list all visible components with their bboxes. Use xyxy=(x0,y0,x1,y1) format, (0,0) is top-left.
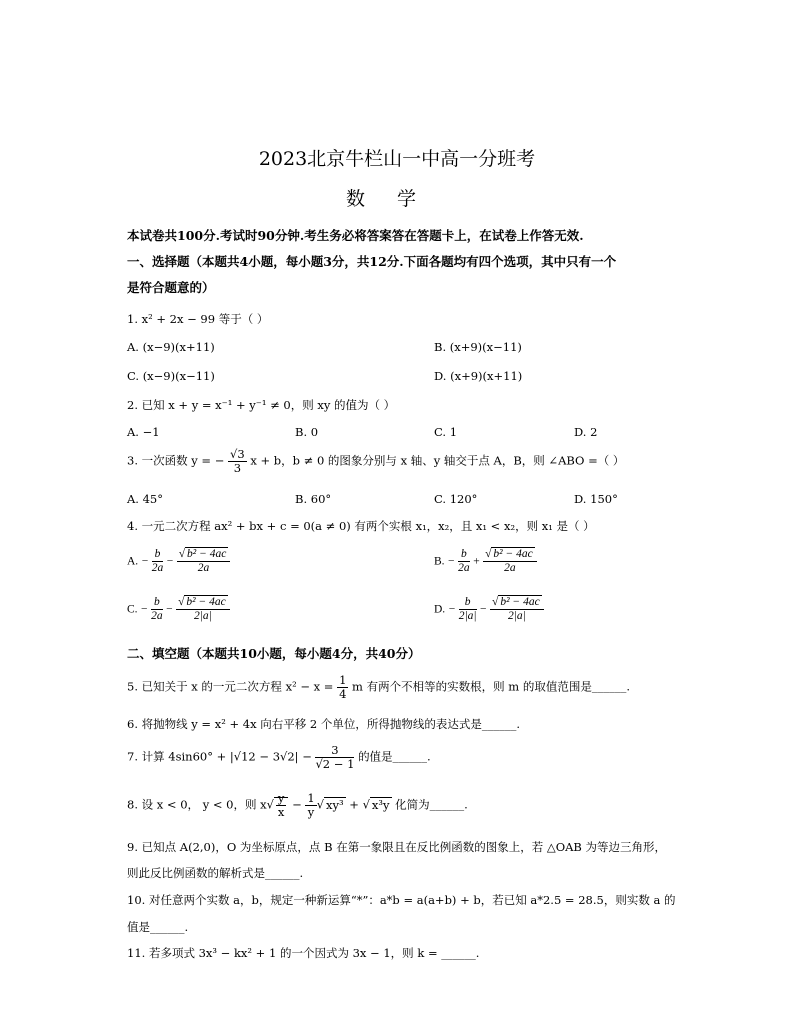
q4-b-sign1: − xyxy=(447,555,456,568)
q5-pre: 5. 已知关于 x 的一元二次方程 x² − x = xyxy=(127,679,334,694)
q4-d-sign1: − xyxy=(448,603,456,616)
q1-option-c: C. (x−9)(x−11) xyxy=(127,369,215,383)
q8-frac1 xyxy=(276,792,287,819)
q5-fraction xyxy=(337,674,348,701)
q7-denominator: √2 − 1 xyxy=(315,757,355,772)
q4-a-num1: b xyxy=(152,548,164,562)
q5-stem xyxy=(127,674,630,701)
q4-c-frac2 xyxy=(176,596,230,623)
q1-stem: 1. x² + 2x − 99 等于（ ） xyxy=(127,312,269,326)
q6-stem: 6. 将抛物线 y = x² + 4x 向右平移 2 个单位，所得抛物线的表达式是______. xyxy=(127,717,521,731)
q3-option-a: A. 45° xyxy=(127,492,163,506)
q8-plus: + xyxy=(345,797,363,812)
q7-post: 的值是______. xyxy=(358,749,431,764)
q4-c-den1: 2a xyxy=(151,610,163,623)
q4-d-frac2 xyxy=(490,596,544,623)
q8-radical1 xyxy=(274,791,289,820)
q9-stem-line1: 9. 已知点 A(2,0)，O 为坐标原点，点 B 在第一象限且在反比例函数的图象上，若 △OAB 为等边三角形， xyxy=(127,840,667,854)
q4-b-den1: 2a xyxy=(458,562,470,575)
q3-denominator: 3 xyxy=(233,461,242,476)
subject-title: 数学 xyxy=(345,188,448,210)
q4-d-den2: 2|a| xyxy=(507,610,526,623)
q4-d-den1: 2|a| xyxy=(458,610,477,623)
q4-a-num2: √ b² − 4ac xyxy=(177,548,231,562)
q4-option-c xyxy=(127,596,230,623)
exam-instructions: 本试卷共100分.考试时90分钟.考生务必将答案答在答题卡上，在试卷上作答无效. xyxy=(127,228,584,243)
q7-pre: 7. 计算 4sin60° + |√12 − 3√2| − xyxy=(127,749,312,764)
q4-b-sign2: + xyxy=(472,555,481,568)
q4-a-sign1: − xyxy=(141,555,149,568)
q4-c-den2: 2|a| xyxy=(193,610,212,623)
q8-post: 化简为______. xyxy=(391,797,468,812)
q1-option-a: A. (x−9)(x+11) xyxy=(127,340,215,354)
q4-d-radicand: b² − 4ac xyxy=(500,596,540,608)
q8-frac2-den: y xyxy=(307,805,315,820)
q2-stem: 2. 已知 x + y = x⁻¹ + y⁻¹ ≠ 0，则 xy 的值为（ ） xyxy=(127,398,396,412)
q8-stem: 8. 设 x < 0， y < 0，则 x√ $\frac{y}{x}$ − $\frac{1}{y}$ √ xy³ + √ x³y 化简为______. xyxy=(127,791,468,820)
q4-d-label: D. xyxy=(434,603,446,616)
q3-option-d: D. 150° xyxy=(574,492,618,506)
q4-option-a xyxy=(127,548,230,575)
q4-option-b xyxy=(434,548,537,575)
q10-stem-line1: 10. 对任意两个实数 a，b，规定一种新运算“*”：a*b = a(a+b) + b，若已知 a*2.5 = 28.5，则实数 a 的 xyxy=(127,893,676,907)
q3-stem xyxy=(127,448,624,475)
q4-c-num2: √ b² − 4ac xyxy=(176,596,230,610)
page-title: 2023北京牛栏山一中高一分班考 xyxy=(258,148,536,170)
q4-b-frac1 xyxy=(458,548,470,575)
q2-option-a: A. −1 xyxy=(127,425,160,439)
q4-b-label: B. xyxy=(434,555,445,568)
q4-c-num1: b xyxy=(151,596,163,610)
q1-option-b: B. (x+9)(x−11) xyxy=(434,340,522,354)
q4-option-d xyxy=(434,596,544,623)
q4-c-sign1: − xyxy=(140,603,149,616)
q8-radical3: x³y xyxy=(371,797,390,812)
q7-fraction xyxy=(315,744,354,771)
q7-numerator: 3 xyxy=(315,744,354,758)
section2-heading: 二、填空题（本题共10小题，每小题4分，共40分） xyxy=(127,646,421,661)
q10-stem-line2: 值是______. xyxy=(127,920,189,934)
q3-stem-pre: 3. 一次函数 y = − xyxy=(127,453,225,468)
q7-stem xyxy=(127,744,431,771)
q5-post: m 有两个不相等的实数根，则 m 的取值范围是______. xyxy=(352,679,630,694)
q8-pre: 8. 设 x < 0， y < 0，则 x xyxy=(127,797,267,812)
q8-frac2-num: 1 xyxy=(307,791,315,805)
q8-frac1-num: y xyxy=(277,791,285,805)
q4-a-sign2: − xyxy=(166,555,174,568)
q4-b-frac2 xyxy=(483,548,537,575)
q4-a-label: A. xyxy=(127,555,139,568)
q4-d-num1: b xyxy=(459,596,477,610)
q4-c-sign2: − xyxy=(165,603,174,616)
q4-b-num2: √ b² − 4ac xyxy=(483,548,537,562)
q4-a-frac1 xyxy=(152,548,164,575)
q5-numerator: 1 xyxy=(339,673,347,687)
q4-stem: 4. 一元二次方程 ax² + bx + c = 0(a ≠ 0) 有两个实根 x₁，x₂，且 x₁ < x₂，则 x₁ 是（ ） xyxy=(127,519,595,533)
q4-c-frac1 xyxy=(151,596,163,623)
q4-b-radicand: b² − 4ac xyxy=(493,548,533,560)
q5-denominator: 4 xyxy=(339,687,347,702)
section1-heading: 一、选择题（本题共4小题，每小题3分，共12分.下面各题均有四个选项，其中只有一个 xyxy=(127,254,617,269)
q1-option-d: D. (x+9)(x+11) xyxy=(434,369,523,383)
q3-option-c: C. 120° xyxy=(434,492,478,506)
q4-b-num1: b xyxy=(458,548,470,562)
q3-stem-post: x + b，b ≠ 0 的图象分别与 x 轴、y 轴交于点 A，B，则 ∠ABO =（ ） xyxy=(250,453,625,468)
section1-heading-cont: 是符合题意的） xyxy=(127,280,215,295)
q4-d-sign2: − xyxy=(479,603,488,616)
q4-a-frac2 xyxy=(177,548,231,575)
q8-radical2: xy³ xyxy=(326,797,344,812)
q4-d-frac1 xyxy=(459,596,477,623)
q2-option-b: B. 0 xyxy=(295,425,319,439)
q8-frac1-den: x xyxy=(277,805,285,820)
q4-a-den2: 2a xyxy=(197,562,210,575)
q3-option-b: B. 60° xyxy=(295,492,332,506)
q9-stem-line2: 则此反比例函数的解析式是______. xyxy=(127,866,304,880)
q2-option-c: C. 1 xyxy=(434,425,458,439)
q4-a-radicand: b² − 4ac xyxy=(187,548,227,560)
q4-d-num2: √ b² − 4ac xyxy=(490,596,544,610)
q3-numerator: √3 xyxy=(230,447,245,461)
q4-b-den2: 2a xyxy=(504,562,516,575)
q2-option-d: D. 2 xyxy=(574,425,598,439)
q4-c-label: C. xyxy=(127,603,138,616)
q8-minus: − xyxy=(288,797,306,812)
q11-stem: 11. 若多项式 3x³ − kx² + 1 的一个因式为 3x − 1，则 k = ______. xyxy=(127,946,480,960)
q4-a-den1: 2a xyxy=(151,562,164,575)
q3-fraction xyxy=(228,448,247,475)
q8-frac2 xyxy=(305,792,316,819)
q4-c-radicand: b² − 4ac xyxy=(186,596,226,608)
